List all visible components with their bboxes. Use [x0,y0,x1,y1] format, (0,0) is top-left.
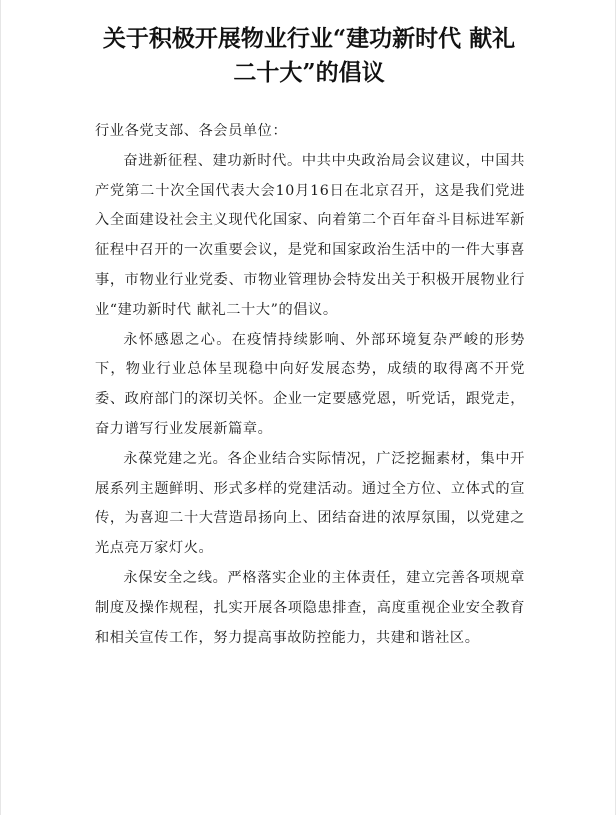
document-body [95,117,525,653]
paragraph-2: 永怀感恩之心。在疫情持续影响、外部环境复杂严峻的形势下，物业行业总体呈现稳中向好发展态势，成绩的取得离不开党委、政府部门的深切关怀。企业一定要感党恩，听党话，跟党走，奋力谱写行业发展新篇章。 [95,331,525,437]
paragraph-3: 永葆党建之光。各企业结合实际情况，广泛挖掘素材，集中开展系列主题鲜明、形式多样的党建活动。通过全方位、立体式的宣传，为喜迎二十大营造昂扬向上、团结奋进的浓厚氛围，以党建之光点亮万家灯火。 [95,450,525,557]
paragraph-4: 永保安全之线。严格落实企业的主体责任，建立完善各项规章制度及操作规程，扎实开展各项隐患排查，高度重视企业安全教育和相关宣传工作，努力提高事故防控能力，共建和谐社区。 [95,569,525,646]
title-line-1: 关于积极开展物业行业“建功新时代 献礼 [102,25,516,52]
salutation: 行业各党支部、各会员单位： [95,123,288,139]
document-title [61,22,557,90]
paragraph-1: 奋进新征程、建功新时代。中共中央政治局会议建议，中国共产党第二十次全国代表大会10月16日在北京召开，这是我们党进入全面建设社会主义现代化国家、向着第二个百年奋斗目标进军新征程中召开的一次重要会议，是党和国家政治生活中的一件大事喜事，市物业行业党委、市物业管理协会特发出关于积极开展物业行业“建功新时代 献礼二十大”的倡议。 [95,152,525,318]
title-line-2: 二十大”的倡议 [233,59,385,86]
